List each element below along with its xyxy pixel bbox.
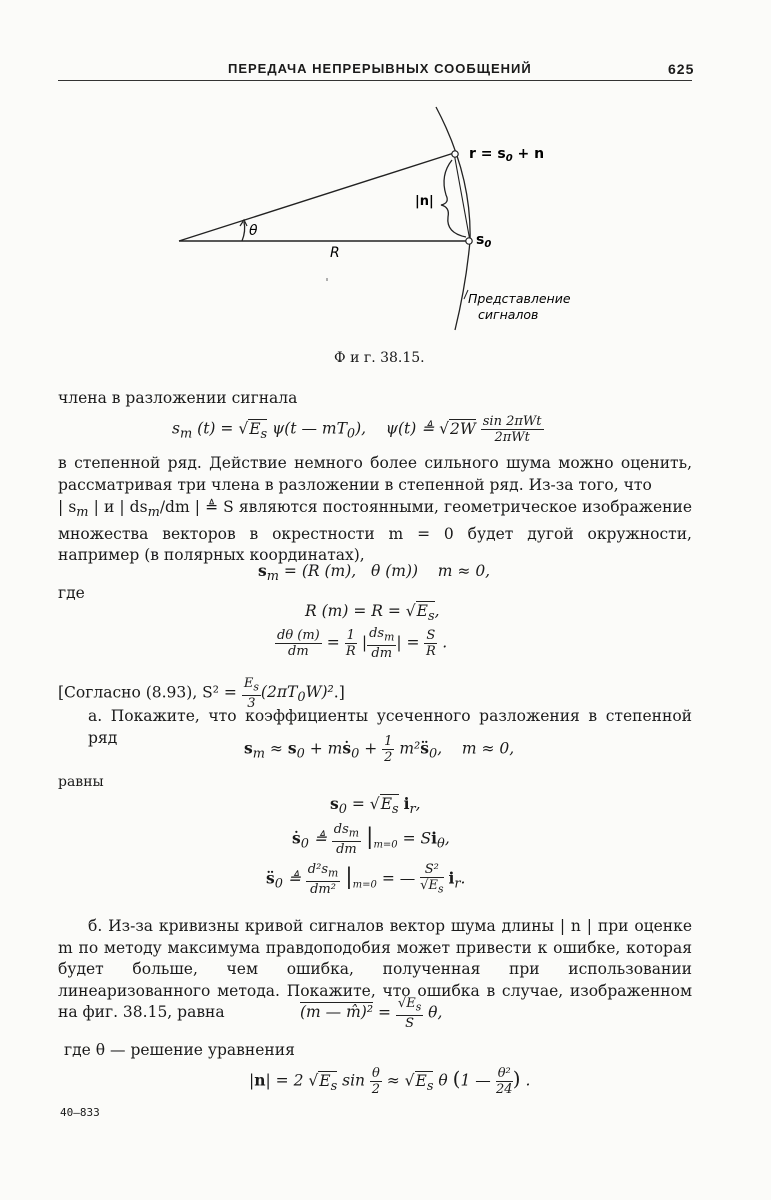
point-r: [452, 151, 458, 157]
annotation-line1: Представление: [468, 291, 571, 306]
note-line: [Согласно (8.93), S² = $\frac{E_s}{3}$ $(2\pi T_0W)^2$.]: [58, 676, 345, 711]
where-1: где: [58, 584, 85, 602]
running-header: ПЕРЕДАЧА НЕПРЕРЫВНЫХ СООБЩЕНИЙ: [228, 61, 532, 76]
equation-6: $s_0 = √E_s$ $i_r$,: [330, 794, 421, 818]
label-R: R: [330, 245, 340, 261]
label-s0: $s_0$: [476, 232, 492, 250]
equation-7: ṡ$_0$ ≜ $\frac{ds_m}{dm}$ $|_{m=0} = Si_\theta$,: [292, 822, 450, 857]
point-s0: [466, 238, 472, 244]
part-a: а. Покажите, что коэффициенты усеченного разложения в степенной ряд: [88, 707, 692, 747]
paragraph-1: члена в разложении сигнала: [58, 389, 298, 407]
label-theta: θ: [249, 223, 258, 239]
where-2: где θ — решение уравнения: [64, 1041, 295, 1059]
equation-10: |n| = 2 $√E_s$ sin $\frac{\theta}{2}$ ≈ $√E_s$ θ (1 — $\frac{\text{θ²}}{24}$ ) .: [249, 1066, 531, 1097]
label-noise-magnitude: |n|: [415, 194, 434, 209]
equation-1: $s_m$ $(t) = √E_s$ ψ(t — $mT_0$), ψ(t) ≜ √2W $\frac{\text{sin 2πWt}}{\text{2πWt}}$: [172, 414, 542, 445]
equation-5: $s_m \approx s_0$ + mṡ$_0$ + $\frac{1}{2}$ $m^2s̈_0$, m ≈ 0,: [244, 734, 515, 765]
annotation-line2: сигналов: [478, 307, 539, 322]
figure-38-15: [0, 95, 771, 345]
equation-4: $\frac{d\theta (m)}{dm}$ = $\frac{1}{R}$ | $\frac{ds_m}{dm}$ | = $\frac{S}{R}$ .: [277, 626, 448, 661]
footer-code: 40—833: [60, 1106, 100, 1119]
radius-line-r: [179, 153, 454, 241]
equation-9: (m — m̂)² = $\frac{√E_s}{S}$ θ,: [300, 996, 443, 1031]
label-r: $r = s_0 + n$: [469, 146, 545, 164]
theta-arc: [242, 222, 245, 241]
paragraph-3: | $s_m$ | и | $ds_m/dm$ | ≜ S являются постоянными, геометрическое изображение множества векторов в окрестности m = 0 будет дугой окружности, например (в полярных координатах),: [58, 498, 692, 565]
paragraph-2: в степенной ряд. Действие немного более сильного шума можно оценить, рассматривая три члена в разложении в степенной ряд. Из-за того, что: [58, 454, 692, 494]
part-b: б. Из-за кривизны кривой сигналов вектор шума длины | n | при оценке m по методу максимума правдоподобия может привести к ошибке, которая будет больше, чем ошибка, полученная при использовании линеаризованного метода. Покажите, что ошибка в случае, изображенном на фиг. 38.15, равна: [58, 917, 692, 1021]
equation-2: $s_m = (R$ (m), θ (m)) m ≈ 0,: [258, 561, 491, 585]
header-rule: [58, 80, 692, 81]
equation-3: R $(m) = R = √E_s$,: [305, 602, 440, 625]
page-number: 625: [668, 61, 695, 77]
equation-8: $s̈_0$ ≜ $\frac{d^2s_m}{\text{dm²}}$ $|_{m=0}$ = — $\frac{\text{S²}}{√E_s}$ $i_r$.: [266, 862, 466, 897]
figure-caption: Ф и г. 38.15.: [334, 350, 425, 366]
ravny: равны: [58, 774, 104, 790]
